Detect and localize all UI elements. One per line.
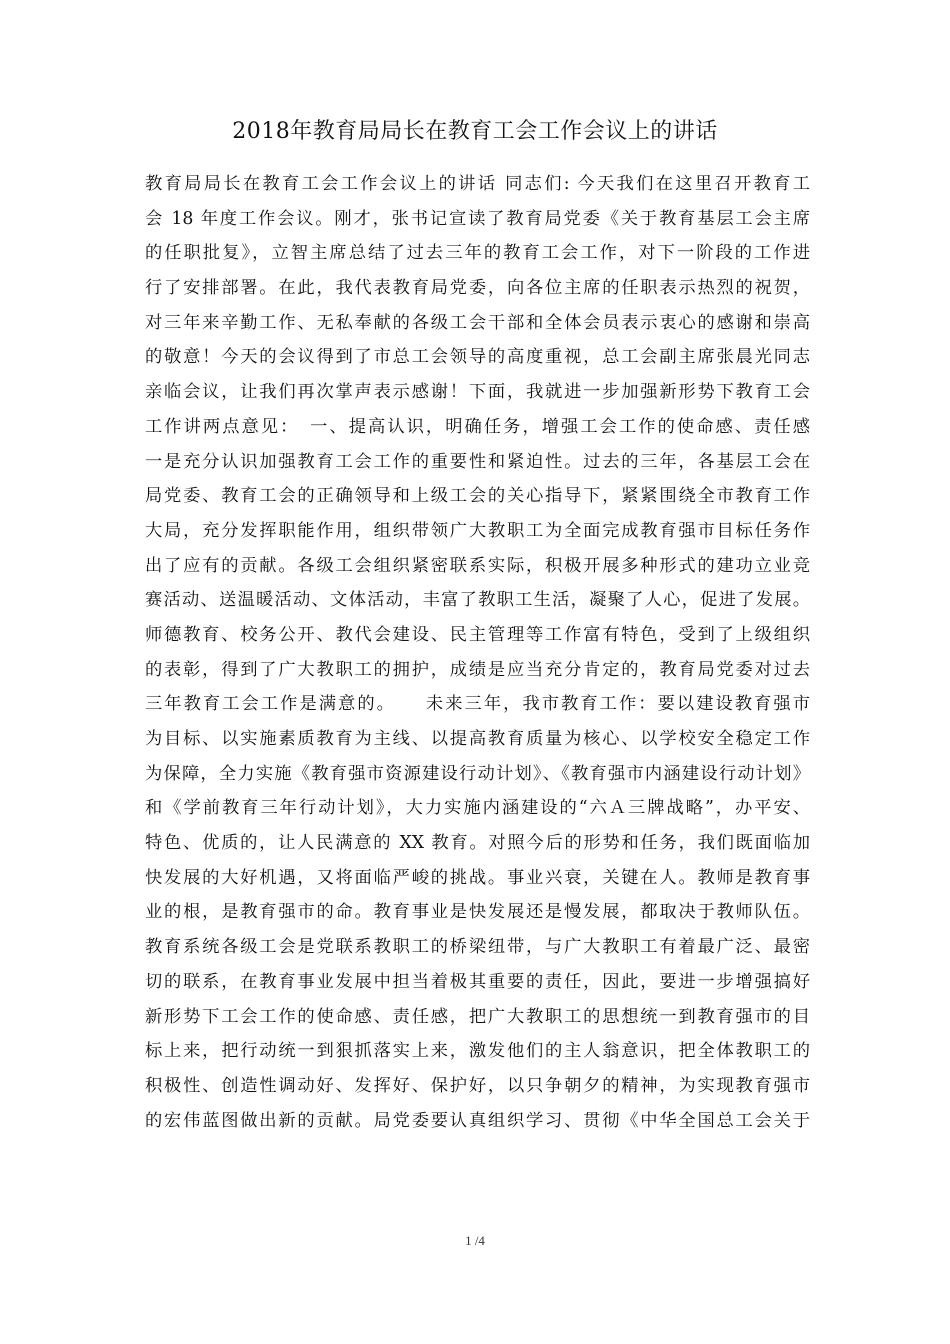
body-text-line: 的表彰，得到了广大教职工的拥护，成绩是应当充分肯定的，教育局党委对过去: [145, 659, 810, 680]
document-body: [145, 167, 810, 1138]
body-text-line: 亲临会议，让我们再次掌声表示感谢！下面，我就进一步加强新形势下教育工会: [145, 382, 810, 403]
body-text-line: 师德教育、校务公开、教代会建设、民主管理等工作富有特色，受到了上级组织: [145, 624, 810, 645]
document-title: 2018年教育局局长在教育工会工作会议上的讲话: [232, 119, 718, 144]
body-text-line: 教育系统各级工会是党联系教职工的桥梁纽带，与广大教职工有着最广泛、最密: [145, 937, 810, 958]
body-text-line: 新形势下工会工作的使命感、责任感，把广大教职工的思想统一到教育强市的目: [145, 1006, 810, 1027]
body-text-line: 会 18 年度工作会议。刚才，张书记宣读了教育局党委《关于教育基层工会主席: [145, 208, 810, 229]
body-text-line: 积极性、创造性调动好、发挥好、保护好，以只争朝夕的精神，为实现教育强市: [145, 1075, 810, 1096]
body-text-line: 行了安排部署。在此，我代表教育局党委，向各位主席的任职表示热烈的祝贺，: [145, 278, 810, 299]
body-text-line: 切的联系，在教育事业发展中担当着极其重要的责任，因此，要进一步增强搞好: [145, 971, 810, 992]
body-text-line: 出了应有的贡献。各级工会组织紧密联系实际，积极开展多种形式的建功立业竞: [145, 555, 810, 576]
body-text-line: 赛活动、送温暖活动、文体活动，丰富了教职工生活，凝聚了人心，促进了发展。: [145, 590, 810, 611]
body-text-line: 的任职批复》，立智主席总结了过去三年的教育工会工作，对下一阶段的工作进: [145, 243, 810, 264]
body-text-line: 局党委、教育工会的正确领导和上级工会的关心指导下，紧紧围绕全市教育工作: [145, 486, 810, 507]
body-text-line: 教育局局长在教育工会工作会议上的讲话 同志们: 今天我们在这里召开教育工: [145, 174, 810, 194]
body-text-line: 业的根，是教育强市的命。教育事业是快发展还是慢发展，都取决于教师队伍。: [145, 902, 810, 923]
body-text-line: 的敬意！今天的会议得到了市总工会领导的高度重视，总工会副主席张晨光同志: [145, 347, 810, 368]
page-number: 1 /4: [465, 1233, 485, 1248]
body-text-line: 工作讲两点意见： 一、提高认识，明确任务，增强工会工作的使命感、责任感: [145, 416, 810, 437]
body-text-line: 为保障，全力实施《教育强市资源建设行动计划》、《教育强市内涵建设行动计划》: [145, 763, 810, 784]
body-text-line: 为目标、以实施素质教育为主线、以提高教育质量为核心、以学校安全稳定工作: [145, 729, 810, 749]
body-text-line: 三年教育工会工作是满意的。 未来三年，我市教育工作：要以建设教育强市: [145, 694, 810, 715]
body-text-line: 对三年来辛勤工作、无私奉献的各级工会干部和全体会员表示衷心的感谢和崇高: [145, 312, 810, 333]
body-text-line: 标上来，把行动统一到狠抓落实上来，激发他们的主人翁意识，把全体教职工的: [145, 1041, 810, 1062]
body-text-line: 特色、优质的，让人民满意的 XX 教育。对照今后的形势和任务，我们既面临加: [145, 833, 810, 854]
body-text-line: 和《学前教育三年行动计划》，大力实施内涵建设的“六Ａ三牌战略”，办平安、: [145, 798, 810, 819]
body-text-line: 大局，充分发挥职能作用，组织带领广大教职工为全面完成教育强市目标任务作: [145, 520, 810, 541]
body-text-line: 快发展的大好机遇，又将面临严峻的挑战。事业兴衰，关键在人。教师是教育事: [145, 867, 810, 888]
body-text-line: 一是充分认识加强教育工会工作的重要性和紧迫性。过去的三年，各基层工会在: [145, 451, 810, 472]
body-text-line: 的宏伟蓝图做出新的贡献。局党委要认真组织学习、贯彻《中华全国总工会关于: [145, 1110, 810, 1131]
